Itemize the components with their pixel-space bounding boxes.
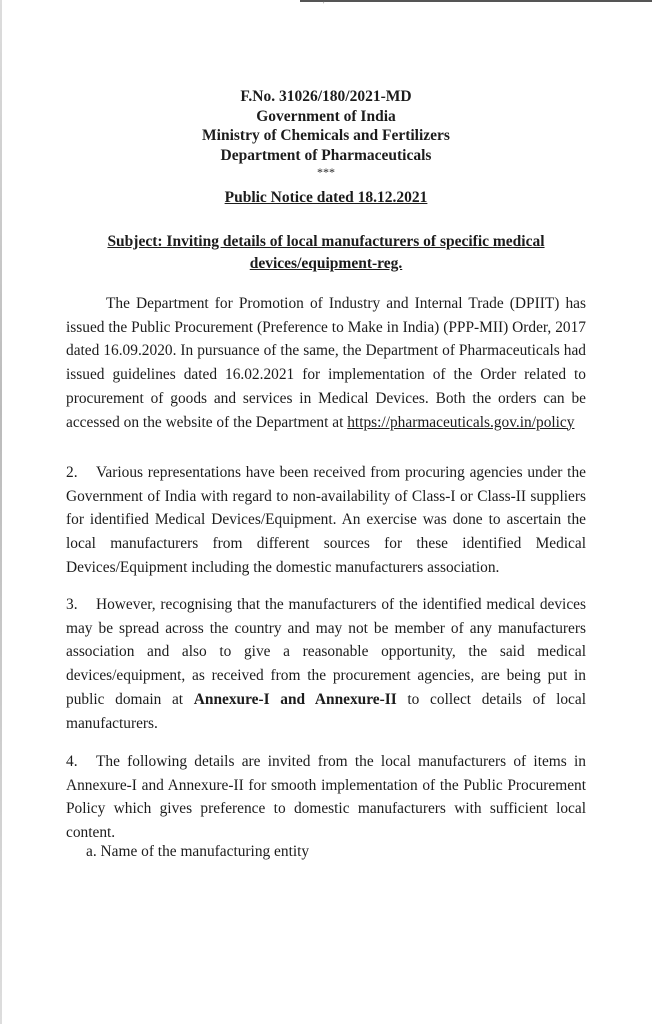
ministry-name: Ministry of Chemicals and Fertilizers	[202, 127, 450, 144]
paragraph-1-text: The Department for Promotion of Industry and Internal Trade (DPIIT) has issued the Public Procurement (Preference to Make in India) (PPP-MII) Order, 2017 dated 16.09.2020. In pursuance of the same, the Department of Pharmaceuticals had issued guidelines dated 16.02.2021 for implementation of the Order related to procurement of goods and services in Medical Devices. Both the orders can be accessed on the website of the Department at	[66, 295, 586, 431]
government-name: Government of India	[256, 107, 396, 125]
subject	[60, 231, 592, 275]
list-item-text: Name of the manufacturing entity	[100, 843, 310, 860]
document-header	[60, 87, 592, 179]
department-name: Department of Pharmaceuticals	[220, 146, 432, 164]
paragraph-3-text-after: to collect details of local manufacturers.	[66, 690, 586, 732]
file-number: F.No. 31026/180/2021-MD	[240, 88, 412, 105]
paragraph-4-number: 4.	[66, 753, 78, 770]
list-item-marker: a.	[86, 843, 97, 860]
scan-mark: ′	[323, 0, 325, 9]
notice-title: Public Notice dated 18.12.2021	[224, 189, 428, 206]
scan-left-edge	[0, 0, 2, 1024]
paragraph-3-text-before: However, recognising that the manufacturers of the identified medical devices may be spread across the country and may not be member of any manufacturers association and also to give a reasonable opportunity, the said medical devices/equipment, as received from the procurement agencies, are being put in public domain at	[66, 596, 586, 708]
paragraph-2-text: Various representations have been received from procuring agencies under the Government of India with regard to non-availability of Class-I or Class-II suppliers for identified Medical Devices/Equipment. An exercise was done to ascertain the local manufacturers from different sources for these identified Medical Devices/Equipment including the domestic manufacturers association.	[66, 464, 586, 576]
list-item	[86, 840, 309, 863]
paragraph-3	[66, 593, 586, 735]
scan-top-edge	[300, 0, 652, 2]
subject-line-1: Subject: Inviting details of local manufacturers of specific medical	[107, 233, 545, 250]
policy-link[interactable]: https://pharmaceuticals.gov.in/policy	[347, 413, 575, 431]
separator-stars: ***	[317, 165, 335, 179]
subject-line-2: devices/equipment-reg.	[249, 255, 403, 272]
paragraph-1	[66, 292, 586, 434]
paragraph-2-number: 2.	[66, 464, 78, 481]
paragraph-4-text: The following details are invited from the local manufacturers of items in Annexure-I and Annexure-II for smooth implementation of the Public Procurement Policy which gives preference to domestic manufacturers with sufficient local content.	[66, 753, 586, 842]
paragraph-3-number: 3.	[66, 596, 78, 613]
paragraph-4	[66, 750, 586, 845]
annexure-reference: Annexure-I and Annexure-II	[193, 690, 397, 708]
paragraph-2	[66, 461, 586, 580]
